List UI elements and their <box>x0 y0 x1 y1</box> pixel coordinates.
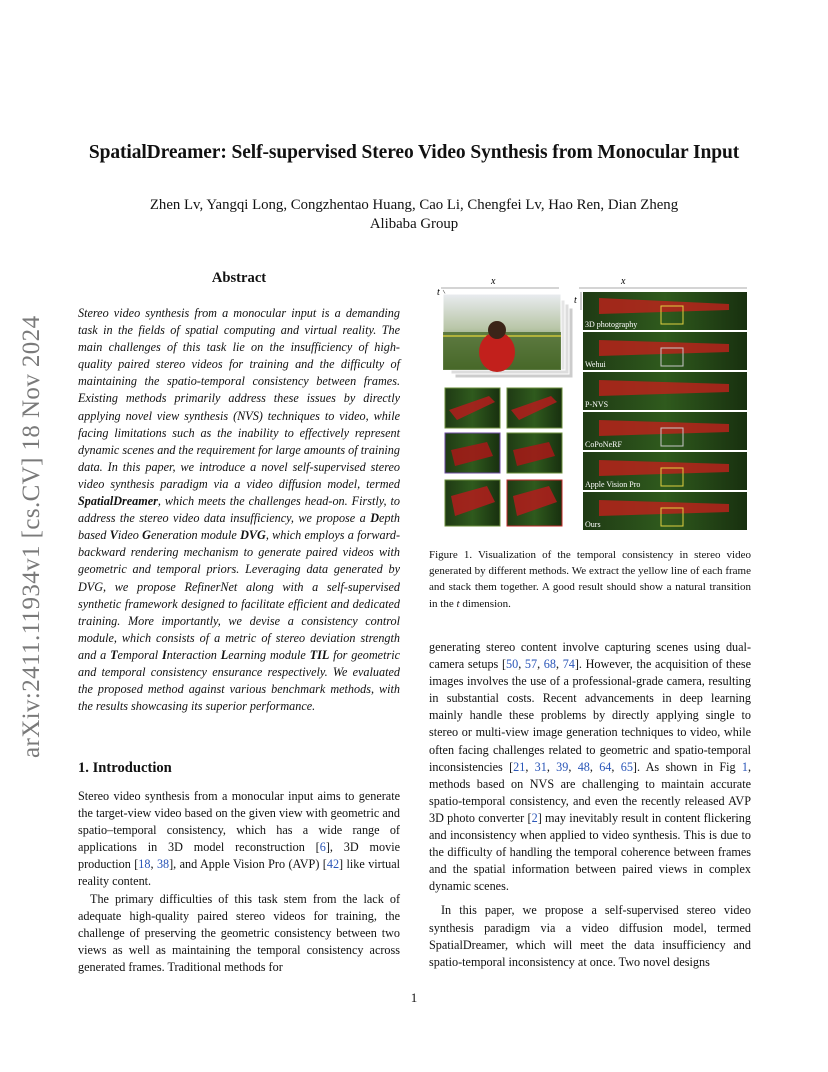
affiliation: Alibaba Group <box>369 216 459 232</box>
citation-link[interactable]: 6 <box>319 840 326 855</box>
citation-link[interactable]: 48 <box>577 759 590 774</box>
right-paragraph-2: In this paper, we propose a self-supervised stereo video synthesis paradigm via a video diffusion model, termed SpatialDreamer, which will meet the data insufficiency and spatio-temporal inconsistency at once. Two novel designs <box>429 903 751 969</box>
intro-body <box>78 788 400 976</box>
abstract-text: earning module <box>228 647 310 662</box>
body-text: , methods based on NVS are challenging to maintain accurate spatio-temporal consistency, and even the recently released AVP 3D photo converter [ <box>429 759 751 825</box>
citation-link[interactable]: 21 <box>513 759 526 774</box>
body-text: generating stereo content involve capturing scenes using dual-camera setups [ <box>429 640 751 672</box>
abstract-text: eneration module <box>150 528 241 543</box>
abstract-bold: G <box>142 528 151 543</box>
abstract-bold: I <box>162 647 167 662</box>
citation-link[interactable]: 50 <box>506 657 519 672</box>
body-text: ], and Apple Vision Pro (AVP) [ <box>169 857 327 872</box>
body-text: ] may inevitably result in content flickering and inconsistency when applied to video synthesis. This is due to the difficulty of handling the temporal coherence between frames and the spatial information between paired views in complex dynamic scenes. <box>429 810 751 894</box>
intro-paragraph-2: The primary difficulties of this task stem from the lack of adequate high-quality paired stereo videos for training, the challenge of preserving the geometric consistency between two views as well as maintaining the temporal consistency across generated frames. Traditional methods for <box>78 891 400 974</box>
abstract-text: , which employs a forward-backward rendering mechanism to generate paired videos with geometric and temporal priors. Leveraging data generated by DVG, we propose RefinerNet along with a self-supervised synthetic framework designed to facilitate efficient and dedicated training. More importantly, we devise a consistency control module, which consists of a metric of stereo deviation strength and a <box>78 528 401 662</box>
citation-link[interactable]: 65 <box>620 759 633 774</box>
figure-link[interactable]: 1 <box>741 759 748 774</box>
caption-text: Figure 1. Visualization of the temporal consistency in stereo video generated by different methods. We extract the yellow line of each frame and stack them together. A good result should show a natural transition in the <box>429 549 751 610</box>
body-text: ]. However, the acquisition of these images involves the use of a professional-grade camera, resulting in substantial costs. Recent advancements in deep learning mainly handle these problems by directly applying single to stereo or multi-view image generation techniques to video, while often facing challenges related to geometric and spatio-temporal inconsistencies [ <box>429 657 752 774</box>
patch-grid <box>445 388 562 526</box>
axis-t-left: t <box>437 287 440 298</box>
intro-heading: 1. Introduction <box>78 760 172 776</box>
abstract-text: , which meets the challenges head-on. Firstly, to address the stereo video data insufficiency, we propose a <box>78 494 400 526</box>
right-column-body <box>429 639 751 971</box>
paper-title: SpatialDreamer: Self-supervised Stereo Video Synthesis from Monocular Input <box>88 142 740 163</box>
arxiv-identifier: arXiv:2411.11934v1 [cs.CV] 18 Nov 2024 <box>18 315 45 758</box>
abstract-bold: L <box>220 647 229 662</box>
abstract-heading: Abstract <box>211 270 267 286</box>
citation-link[interactable]: 31 <box>534 759 547 774</box>
figure-1-caption <box>429 547 751 612</box>
body-text: ] like virtual reality content. <box>78 857 401 889</box>
page-number: 1 <box>410 990 418 1005</box>
citation-link[interactable]: 74 <box>562 657 575 672</box>
body-text: Stereo video synthesis from a monocular input aims to generate the target-view video based on the given view with geometric and spatio–temporal consistency, which has a wide range of applications in 3D model reconstruction [ <box>78 789 400 855</box>
method-label: Ours <box>585 520 601 529</box>
body-text: , <box>611 759 621 774</box>
body-text: , <box>518 657 525 672</box>
body-text: , <box>555 657 563 672</box>
abstract-text: emporal <box>117 647 163 662</box>
citation-link[interactable]: 18 <box>138 857 151 872</box>
axis-x-right: x <box>621 276 626 287</box>
method-label: Wehui <box>585 360 606 369</box>
abstract-body <box>78 305 400 715</box>
citation-link[interactable]: 68 <box>543 657 556 672</box>
body-text: , <box>525 759 535 774</box>
figure-1 <box>429 270 751 532</box>
abstract-bold: T <box>110 647 118 662</box>
abstract-text: Stereo video synthesis from a monocular input is a demanding task in the fields of spatial computing and virtual reality. The main challenges of this task lie on the insufficiency of high-quality paired stereo videos for training and the difficulty of maintaining the spatio-temporal consistency between frames. Existing methods primarily address these issues by directly applying novel view synthesis (NVS) techniques to video, while facing limitations such as the inability to effectively represent dynamic scenes and the requirement for large amounts of training data. In this paper, we introduce a novel self-supervised stereo video synthesis paradigm via a video diffusion model, termed <box>78 306 400 491</box>
abstract-bold: SpatialDreamer <box>78 494 158 509</box>
abstract-text: epth based <box>78 511 400 543</box>
body-text: , <box>537 657 544 672</box>
citation-link[interactable]: 2 <box>531 810 538 825</box>
method-label: P-NVS <box>585 400 609 409</box>
body-text: , <box>589 759 600 774</box>
figure-1-graphic <box>429 270 751 532</box>
citation-link[interactable]: 42 <box>326 857 340 872</box>
body-text: , <box>568 759 578 774</box>
body-text: , <box>150 857 157 872</box>
citation-link[interactable]: 57 <box>524 657 538 672</box>
method-label: CoPoNeRF <box>585 440 622 449</box>
abstract-bold: D <box>370 511 380 526</box>
abstract-text: ideo <box>117 528 143 543</box>
author-block <box>0 196 828 234</box>
abstract-text: nteraction <box>166 647 221 662</box>
method-label: Apple Vision Pro <box>585 480 641 489</box>
abstract-text: for geometric and temporal consistency ensurance respectively. We evaluated the proposed method against various benchmark methods, with the results showcasing its superior performance. <box>78 647 400 714</box>
abstract-bold: V <box>109 528 118 543</box>
citation-link[interactable]: 39 <box>556 759 569 774</box>
caption-text: dimension. <box>459 597 511 610</box>
body-text: , <box>546 759 557 774</box>
author-list: Zhen Lv, Yangqi Long, Congzhentao Huang, Cao Li, Chengfei Lv, Hao Ren, Dian Zheng <box>149 197 679 213</box>
abstract-bold: DVG <box>240 528 266 543</box>
body-text: ]. As shown in Fig <box>632 759 742 774</box>
method-label: 3D photography <box>585 320 638 329</box>
abstract-bold: TIL <box>309 647 330 662</box>
intro-paragraph-1 <box>78 788 400 891</box>
axis-x-left: x <box>491 276 496 287</box>
axis-t-right: t <box>574 295 577 306</box>
body-text: ], 3D movie production [ <box>78 840 400 872</box>
caption-variable: t <box>456 597 460 610</box>
citation-link[interactable]: 64 <box>599 759 612 774</box>
citation-link[interactable]: 38 <box>156 857 170 872</box>
right-paragraph-1 <box>429 639 751 895</box>
